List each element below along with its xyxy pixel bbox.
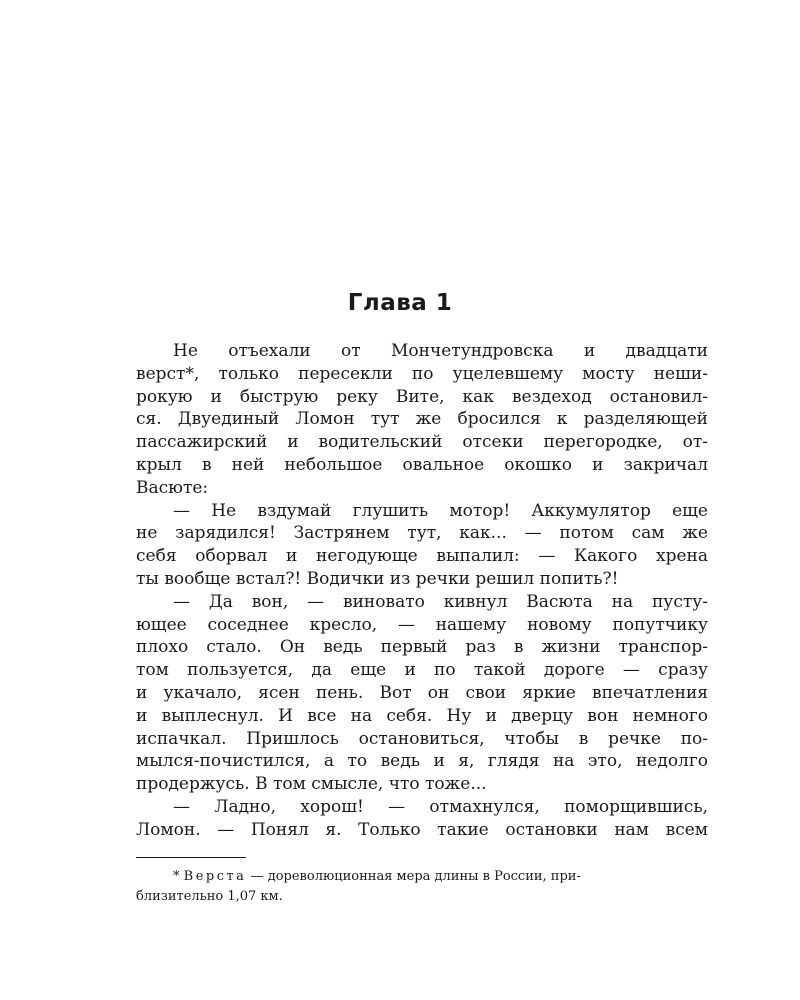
text-line: — Ладно, хорош! — отмахнулся, поморщившись, (173, 796, 708, 817)
text-line: испачкал. Пришлось остановиться, чтобы в речке по- (136, 728, 708, 749)
text-line: — Да вон, — виновато кивнул Васюта на пусту- (173, 591, 708, 612)
text-line: и выплеснул. И все на себя. Ну и дверцу вон немного (136, 705, 708, 726)
text-line: ся. Двуединый Ломон тут же бросился к разделяющей (136, 409, 708, 430)
text-line: Васюте: (136, 477, 209, 498)
text-line: плохо стало. Он ведь первый раз в жизни транспор- (136, 637, 708, 658)
footnote-marker: * (173, 869, 184, 884)
text-line: ты вообще встал?! Водички из речки решил попить?! (136, 568, 619, 589)
text-line: том пользуется, да еще и по такой дороге — сразу (136, 660, 708, 681)
text-line: — Не вздумай глушить мотор! Аккумулятор еще (173, 500, 708, 521)
text-line: себя оборвал и негодующе выпалил: — Какого хрена (136, 546, 708, 567)
text-line: и укачало, ясен пень. Вот он свои яркие впечатления (136, 682, 708, 703)
footnote-divider (136, 857, 246, 858)
footnote-line: близительно 1,07 км. (136, 889, 283, 904)
text-line: не зарядился! Застрянем тут, как... — потом сам же (136, 523, 708, 544)
text-line: мылся-почистился, а то ведь и я, глядя на это, недолго (136, 751, 708, 772)
footnote-term: Верста (183, 869, 247, 884)
text-line: продержусь. В том смысле, что тоже... (136, 774, 487, 795)
text-line: пассажирский и водительский отсеки перегородке, от- (136, 432, 708, 453)
text-line: Ломон. — Понял я. Только такие остановки нам всем (136, 819, 708, 840)
footnote (136, 867, 708, 907)
text-line: верст*, только пересекли по уцелевшему мосту неши- (136, 363, 708, 384)
chapter-body (136, 340, 708, 842)
text-line: Не отъехали от Мончетундровска и двадцати (173, 341, 708, 361)
footnote-definition: — дореволюционная мера длины в России, при- (246, 869, 581, 884)
text-line: ющее соседнее кресло, — нашему новому попутчику (136, 614, 708, 635)
text-line: крыл в ней небольшое овальное окошко и закричал (136, 454, 708, 475)
text-line: рокую и быструю реку Вите, как вездеход остановил- (136, 386, 708, 407)
footnote-line (136, 867, 708, 887)
chapter-title: Глава 1 (347, 290, 453, 316)
